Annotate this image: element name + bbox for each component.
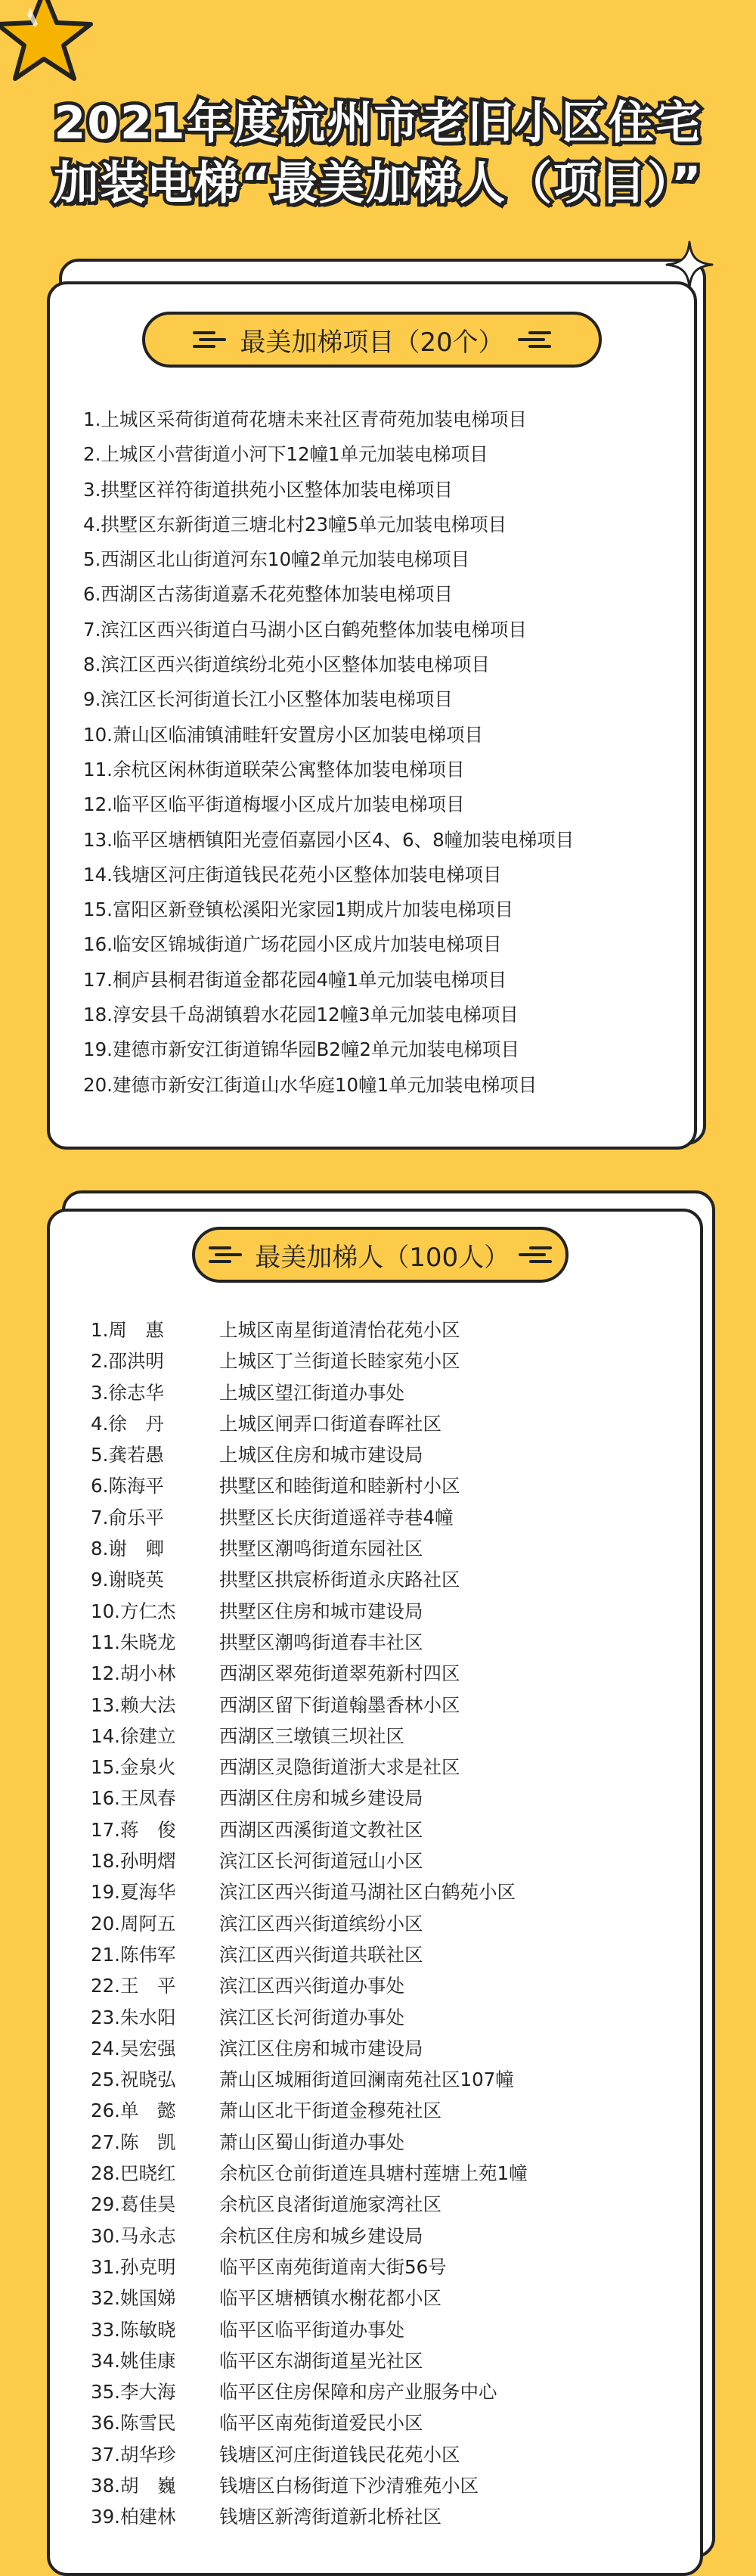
person-place: 滨江区西兴街道办事处 (219, 1975, 404, 1997)
person-place: 滨江区长河街道办事处 (219, 2006, 404, 2028)
list-item (91, 2314, 528, 2345)
list-item (91, 2158, 528, 2189)
list-item: 10.萧山区临浦镇浦畦轩安置房小区加装电梯项目 (83, 723, 483, 746)
person-name: 9.谢晓英 (91, 1569, 164, 1591)
list-item: 11.余杭区闲林街道联荣公寓整体加装电梯项目 (83, 758, 465, 781)
person-place: 上城区丁兰街道长睦家苑小区 (219, 1350, 460, 1373)
list-item (91, 1345, 528, 1376)
person-place: 拱墅区潮鸣街道东园社区 (219, 1538, 423, 1560)
list-item (91, 2345, 528, 2376)
person-name: 27.陈 凯 (91, 2131, 176, 2153)
list-item (91, 1377, 528, 1408)
list-item (91, 1970, 528, 2001)
list-item (91, 1658, 528, 1689)
list-item (91, 1470, 528, 1501)
list-item (91, 1939, 528, 1970)
person-name: 22.王 平 (91, 1975, 176, 1997)
person-name: 1.周 惠 (91, 1319, 164, 1341)
list-item: 18.淳安县千岛湖镇碧水花园12幢3单元加装电梯项目 (83, 1004, 519, 1026)
person-place: 西湖区西溪街道文教社区 (219, 1818, 423, 1841)
list-item (91, 1690, 528, 1721)
person-place: 西湖区灵隐街道浙大求是社区 (219, 1756, 460, 1779)
list-item: 12.临平区临平街道梅堰小区成片加装电梯项目 (83, 793, 465, 816)
list-item (91, 2470, 528, 2501)
person-place: 拱墅区住房和城市建设局 (219, 1600, 423, 1622)
person-name: 14.徐建立 (91, 1724, 176, 1747)
list-item: 13.临平区塘栖镇阳光壹佰嘉园小区4、6、8幢加装电梯项目 (83, 828, 575, 851)
list-item (91, 2064, 528, 2095)
person-name: 17.蒋 俊 (91, 1818, 176, 1841)
list-item: 14.钱塘区河庄街道钱民花苑小区整体加装电梯项目 (83, 863, 502, 886)
list-item: 16.临安区锦城街道广场花园小区成片加装电梯项目 (83, 933, 502, 956)
person-name: 6.陈海平 (91, 1475, 164, 1497)
list-item: 9.滨江区长河街道长江小区整体加装电梯项目 (83, 688, 453, 711)
list-item (91, 2221, 528, 2252)
person-name: 19.夏海华 (91, 1881, 176, 1904)
page-title-line-1: 2021年度杭州市老旧小区住宅 (54, 97, 702, 150)
person-name: 3.徐志华 (91, 1381, 164, 1404)
people-list (91, 1314, 528, 2533)
person-name: 29.葛佳昊 (91, 2193, 176, 2216)
person-place: 拱墅区和睦街道和睦新村小区 (219, 1475, 460, 1497)
person-place: 临平区塘栖镇水榭花都小区 (219, 2287, 442, 2310)
person-name: 24.吴宏强 (91, 2037, 176, 2059)
person-place: 滨江区住房和城市建设局 (219, 2037, 423, 2059)
list-item (91, 1752, 528, 1783)
list-item (91, 2252, 528, 2283)
person-place: 滨江区西兴街道共联社区 (219, 1943, 423, 1966)
list-item: 6.西湖区古荡街道嘉禾花苑整体加装电梯项目 (83, 583, 453, 606)
person-place: 西湖区住房和城乡建设局 (219, 1787, 423, 1810)
person-place: 萧山区蜀山街道办事处 (219, 2131, 404, 2153)
person-place: 拱墅区潮鸣街道春丰社区 (219, 1631, 423, 1653)
person-name: 7.俞乐平 (91, 1506, 164, 1529)
person-name: 28.巴晓红 (91, 2162, 176, 2185)
person-name: 4.徐 丹 (91, 1412, 164, 1435)
list-item: 20.建德市新安江街道山水华庭10幢1单元加装电梯项目 (83, 1073, 538, 1096)
list-item (91, 1908, 528, 1939)
person-name: 15.金泉火 (91, 1756, 176, 1779)
list-item (91, 2095, 528, 2126)
person-place: 上城区望江街道办事处 (219, 1381, 404, 1404)
person-name: 23.朱水阳 (91, 2006, 176, 2028)
list-item (91, 2189, 528, 2220)
list-item (91, 2376, 528, 2407)
list-item (91, 2439, 528, 2470)
person-place: 萧山区北干街道金穆苑社区 (219, 2100, 442, 2122)
list-item (91, 1408, 528, 1439)
people-section-heading (192, 1227, 569, 1283)
person-name: 2.邵洪明 (91, 1350, 164, 1373)
person-name: 21.陈伟军 (91, 1943, 176, 1966)
list-item (91, 2002, 528, 2033)
list-item (91, 2127, 528, 2158)
person-name: 26.单 懿 (91, 2100, 176, 2122)
list-item (91, 2283, 528, 2314)
person-name: 36.陈雪民 (91, 2412, 176, 2435)
heading-lines-right-icon (518, 331, 551, 348)
list-item: 3.拱墅区祥符街道拱苑小区整体加装电梯项目 (83, 478, 453, 501)
person-name: 33.陈敏晓 (91, 2318, 176, 2341)
projects-list (83, 402, 574, 1103)
person-place: 余杭区良渚街道施家湾社区 (219, 2193, 442, 2216)
list-item (91, 1564, 528, 1595)
person-name: 12.胡小林 (91, 1662, 176, 1685)
list-item: 17.桐庐县桐君街道金都花园4幢1单元加装电梯项目 (83, 968, 507, 991)
list-item (91, 1533, 528, 1564)
person-place: 西湖区翠苑街道翠苑新村四区 (219, 1662, 460, 1685)
list-item (91, 1845, 528, 1876)
list-item: 4.拱墅区东新街道三塘北村23幢5单元加装电梯项目 (83, 513, 507, 535)
person-name: 35.李大海 (91, 2381, 176, 2404)
list-item: 15.富阳区新登镇松溪阳光家园1期成片加装电梯项目 (83, 898, 514, 921)
person-place: 临平区住房保障和房产业服务中心 (219, 2381, 497, 2404)
person-name: 20.周阿五 (91, 1912, 176, 1935)
people-heading-text: 最美加梯人（100人） (255, 1242, 510, 1273)
person-name: 25.祝晓弘 (91, 2069, 176, 2091)
person-place: 上城区南星街道清怡花苑小区 (219, 1319, 460, 1341)
person-name: 8.谢 卿 (91, 1538, 164, 1560)
list-item (91, 1721, 528, 1752)
list-item: 1.上城区采荷街道荷花塘未来社区青荷苑加装电梯项目 (83, 408, 527, 430)
heading-lines-left-icon (193, 331, 226, 348)
list-item (91, 1783, 528, 1814)
projects-section-heading (142, 312, 602, 368)
list-item: 7.滨江区西兴街道白马湖小区白鹤苑整体加装电梯项目 (83, 618, 527, 641)
person-place: 钱塘区新湾街道新北桥社区 (219, 2506, 442, 2528)
person-place: 上城区住房和城市建设局 (219, 1444, 423, 1466)
list-item: 8.滨江区西兴街道缤纷北苑小区整体加装电梯项目 (83, 653, 490, 676)
person-place: 西湖区三墩镇三坝社区 (219, 1724, 404, 1747)
heading-lines-left-icon (209, 1246, 241, 1263)
person-name: 13.赖大法 (91, 1693, 176, 1716)
person-place: 滨江区西兴街道马湖社区白鹤苑小区 (219, 1881, 516, 1904)
person-place: 拱墅区长庆街道遥祥寺巷4幢 (219, 1506, 454, 1529)
list-item (91, 1627, 528, 1658)
person-name: 16.王凤春 (91, 1787, 176, 1810)
person-place: 上城区闸弄口街道春晖社区 (219, 1412, 442, 1435)
list-item (91, 2501, 528, 2532)
person-name: 5.龚若愚 (91, 1444, 164, 1466)
person-place: 拱墅区拱宸桥街道永庆路社区 (219, 1569, 460, 1591)
list-item: 5.西湖区北山街道河东10幢2单元加装电梯项目 (83, 548, 470, 571)
person-place: 临平区临平街道办事处 (219, 2318, 404, 2341)
person-place: 萧山区城厢街道回澜南苑社区107幢 (219, 2069, 514, 2091)
person-name: 32.姚国娣 (91, 2287, 176, 2310)
list-item (91, 1814, 528, 1845)
list-item (91, 2407, 528, 2438)
person-place: 钱塘区河庄街道钱民花苑小区 (219, 2443, 460, 2466)
list-item: 19.建德市新安江街道锦华园B2幢2单元加装电梯项目 (83, 1038, 519, 1061)
person-place: 余杭区住房和城乡建设局 (219, 2224, 423, 2247)
star-decoration-icon (0, 0, 98, 98)
person-name: 39.柏建林 (91, 2506, 176, 2528)
person-name: 37.胡华珍 (91, 2443, 176, 2466)
list-item (91, 1596, 528, 1627)
person-place: 滨江区长河街道冠山小区 (219, 1850, 423, 1873)
person-name: 30.马永志 (91, 2224, 176, 2247)
person-place: 西湖区留下街道翰墨香林小区 (219, 1693, 460, 1716)
person-name: 38.胡 巍 (91, 2474, 176, 2497)
list-item (91, 1314, 528, 1345)
heading-lines-right-icon (519, 1246, 552, 1263)
person-place: 余杭区仓前街道连具塘村莲塘上苑1幢 (219, 2162, 528, 2185)
person-place: 钱塘区白杨街道下沙清雅苑小区 (219, 2474, 479, 2497)
person-name: 10.方仁杰 (91, 1600, 176, 1622)
person-place: 临平区南苑街道爱民小区 (219, 2412, 423, 2435)
list-item (91, 1876, 528, 1907)
person-name: 18.孙明熠 (91, 1850, 176, 1873)
sparkle-icon (665, 241, 714, 289)
person-place: 滨江区西兴街道缤纷小区 (219, 1912, 423, 1935)
projects-heading-text: 最美加梯项目（20个） (240, 327, 504, 358)
person-name: 31.孙克明 (91, 2255, 176, 2278)
list-item: 2.上城区小营街道小河下12幢1单元加装电梯项目 (83, 443, 488, 466)
list-item (91, 1439, 528, 1470)
person-name: 34.姚佳康 (91, 2349, 176, 2372)
page-title-line-2: 加装电梯“最美加梯人（项目）” (53, 157, 703, 210)
list-item (91, 2033, 528, 2064)
list-item (91, 1502, 528, 1533)
person-name: 11.朱晓龙 (91, 1631, 176, 1653)
person-place: 临平区南苑街道南大街56号 (219, 2255, 447, 2278)
person-place: 临平区东湖街道星光社区 (219, 2349, 423, 2372)
